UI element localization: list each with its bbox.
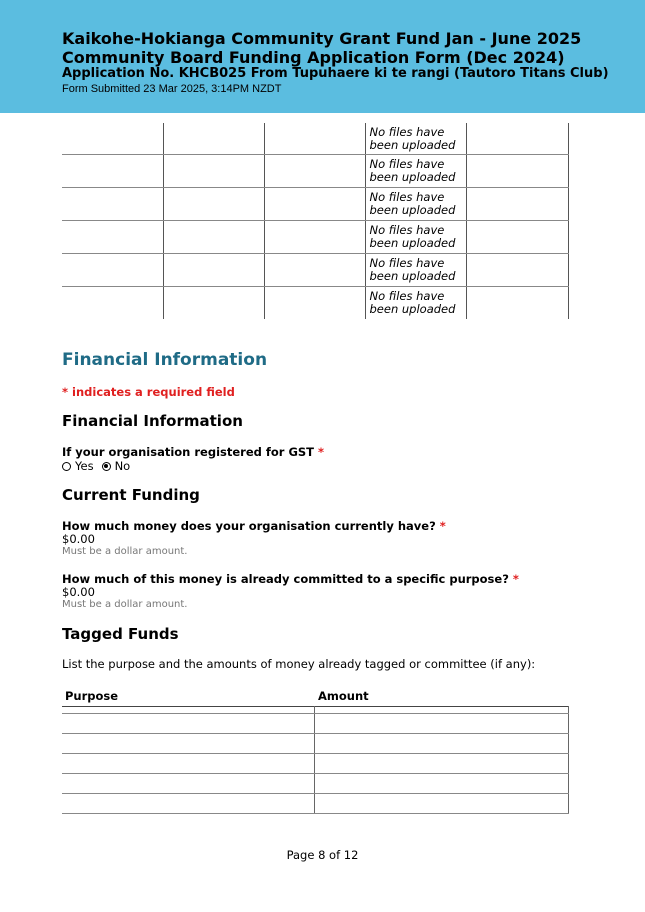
section-title: Financial Information [62, 350, 268, 370]
submission-timestamp: Form Submitted 23 Mar 2025, 3:14PM NZDT [62, 83, 282, 95]
tagged-funds-intro: List the purpose and the amounts of money already tagged or committee (if any): [62, 657, 536, 671]
committed-money-question: How much of this money is already committed to a specific purpose? * [62, 572, 519, 586]
table-cell [163, 155, 264, 188]
table-cell [163, 287, 264, 320]
table-cell [466, 155, 568, 188]
application-number: Application No. KHCB025 From Tupuhaere ki te rangi (Tautoro Titans Club) [62, 66, 609, 81]
table-cell [466, 123, 568, 155]
table-cell [314, 734, 568, 754]
gst-option-yes[interactable]: Yes [62, 459, 94, 473]
table-cell [62, 155, 163, 188]
table-cell [264, 155, 365, 188]
required-field-note: * indicates a required field [62, 385, 235, 399]
gst-option-no[interactable]: No [102, 459, 131, 473]
table-cell [62, 714, 314, 734]
radio-checked-icon [102, 462, 111, 471]
table-row [62, 734, 568, 754]
table-cell [314, 754, 568, 774]
form-title: Kaikohe-Hokianga Community Grant Fund Jan - June 2025 [62, 29, 582, 48]
table-cell: No files have been uploaded [365, 287, 466, 320]
current-money-question: How much money does your organisation currently have? * [62, 519, 446, 533]
table-cell [264, 287, 365, 320]
table-spacer-row [62, 707, 568, 714]
table-cell [466, 254, 568, 287]
gst-question-label: If your organisation registered for GST * [62, 445, 325, 459]
table-cell [314, 794, 568, 814]
table-cell: No files have been uploaded [365, 221, 466, 254]
table-cell [62, 754, 314, 774]
table-cell [466, 287, 568, 320]
table-cell [62, 774, 314, 794]
table-cell [314, 774, 568, 794]
table-cell [314, 714, 568, 734]
table-row [62, 774, 568, 794]
table-row [62, 794, 568, 814]
radio-unchecked-icon [62, 462, 71, 471]
table-cell [62, 221, 163, 254]
gst-radio-group [62, 459, 138, 473]
attachments-table [62, 123, 569, 319]
table-cell: No files have been uploaded [365, 155, 466, 188]
table-cell [62, 123, 163, 155]
table-cell [163, 254, 264, 287]
tagged-funds-table [62, 706, 569, 814]
form-subtitle: Community Board Funding Application Form (Dec 2024) [62, 48, 565, 67]
table-cell [163, 188, 264, 221]
table-row [62, 188, 568, 221]
table-cell: No files have been uploaded [365, 254, 466, 287]
table-cell [466, 188, 568, 221]
table-cell [264, 123, 365, 155]
table-row [62, 754, 568, 774]
table-cell [62, 254, 163, 287]
table-cell [62, 188, 163, 221]
table-cell [62, 287, 163, 320]
table-cell: No files have been uploaded [365, 123, 466, 155]
table-cell [264, 188, 365, 221]
committed-money-hint: Must be a dollar amount. [62, 599, 188, 610]
table-row [62, 714, 568, 734]
table-cell [466, 221, 568, 254]
current-money-value: $0.00 [62, 532, 95, 546]
tagged-funds-heading: Tagged Funds [62, 625, 179, 643]
required-asterisk: * [318, 445, 325, 459]
page-number: Page 8 of 12 [286, 848, 359, 862]
table-cell: No files have been uploaded [365, 188, 466, 221]
table-cell [264, 221, 365, 254]
amount-column-header: Amount [318, 689, 369, 703]
table-row [62, 155, 568, 188]
current-money-hint: Must be a dollar amount. [62, 546, 188, 557]
purpose-column-header: Purpose [65, 689, 119, 703]
table-row [62, 287, 568, 320]
current-funding-heading: Current Funding [62, 486, 200, 504]
table-row [62, 254, 568, 287]
table-cell [163, 123, 264, 155]
committed-money-value: $0.00 [62, 585, 95, 599]
table-cell [62, 734, 314, 754]
financial-info-heading: Financial Information [62, 412, 243, 430]
table-row [62, 221, 568, 254]
table-row [62, 123, 568, 155]
page-header [0, 0, 645, 113]
table-cell [62, 794, 314, 814]
table-cell [264, 254, 365, 287]
table-cell [163, 221, 264, 254]
